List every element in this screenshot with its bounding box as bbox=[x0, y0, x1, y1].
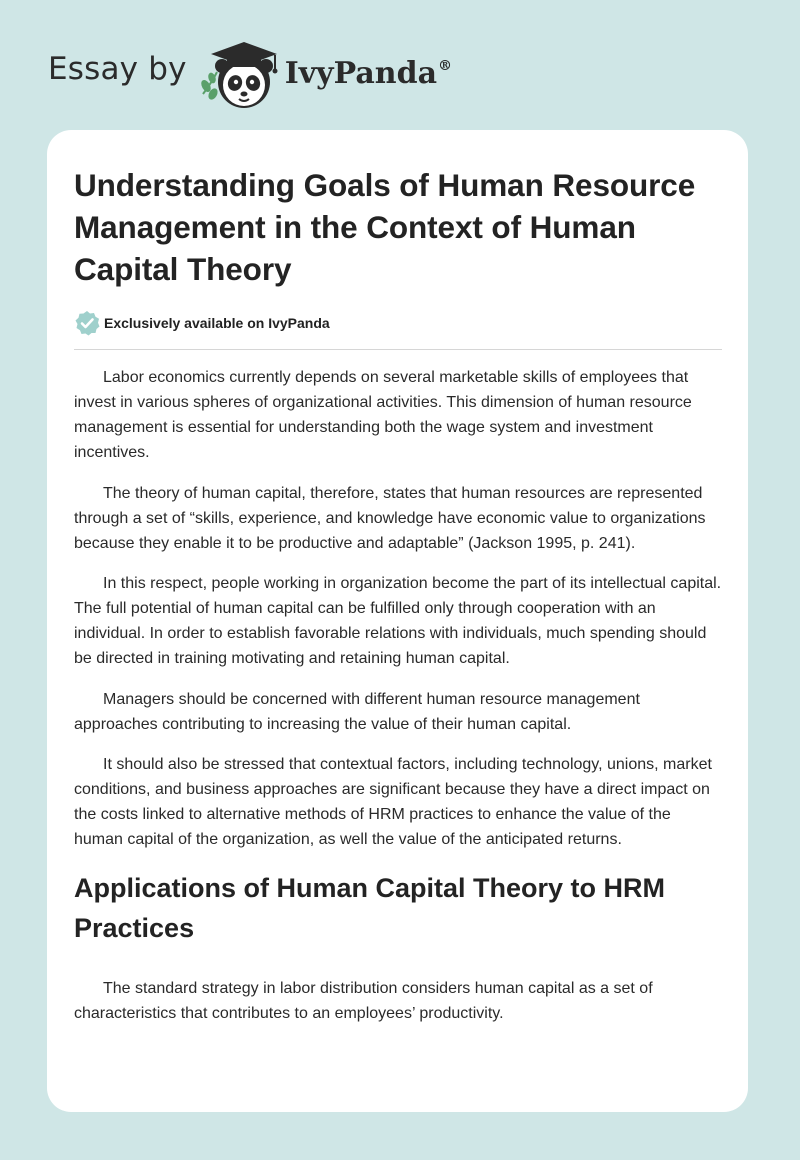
essay-by-label: Essay by bbox=[48, 51, 187, 87]
brand-name-text: IvyPanda bbox=[284, 55, 438, 91]
article-body bbox=[74, 365, 722, 1026]
paragraph: In this respect, people working in organization become the part of its intellectual capital. The full potential of human capital can be fulfilled only through cooperation with an individual. In order to establish favorable relations with individuals, much spending should be directed in training motivating and retaining human capital. bbox=[74, 575, 722, 667]
exclusive-label: Exclusively available on IvyPanda bbox=[104, 315, 330, 331]
essay-card bbox=[47, 130, 748, 1112]
paragraph: Labor economics currently depends on several marketable skills of employees that invest in various spheres of organizational activities. This dimension of human resource management is essential for understanding both the wage system and investment incentives. bbox=[74, 369, 692, 461]
brand-name[interactable] bbox=[285, 56, 451, 91]
panda-graduate-icon[interactable] bbox=[197, 36, 283, 112]
paragraph: Managers should be concerned with different human resource management approaches contributing to increasing the value of their human capital. bbox=[74, 690, 640, 733]
paragraph: The standard strategy in labor distribution considers human capital as a set of characteristics that contributes to an employees’ productivity. bbox=[74, 979, 653, 1022]
check-badge-icon bbox=[74, 310, 100, 336]
title-divider bbox=[74, 349, 722, 350]
registered-mark: ® bbox=[438, 57, 453, 74]
section-heading: Applications of Human Capital Theory to HRM Practices bbox=[74, 872, 666, 943]
paragraph: It should also be stressed that contextual factors, including technology, unions, market conditions, and business approaches are significant because they have a direct impact on the costs linked to alternative methods of HRM practices to enhance the value of the human capital of the organization, as well the value of the anticipated returns. bbox=[74, 756, 712, 848]
paragraph: The theory of human capital, therefore, states that human resources are represented through a set of “skills, experience, and knowledge have economic value to organizations because they enable it to be productive and adaptable” (Jackson 1995, p. 241). bbox=[74, 484, 706, 552]
page-title: Understanding Goals of Human Resource Management in the Context of Human Capital Theory bbox=[74, 167, 696, 287]
site-header bbox=[48, 36, 451, 112]
exclusive-badge bbox=[74, 310, 722, 336]
